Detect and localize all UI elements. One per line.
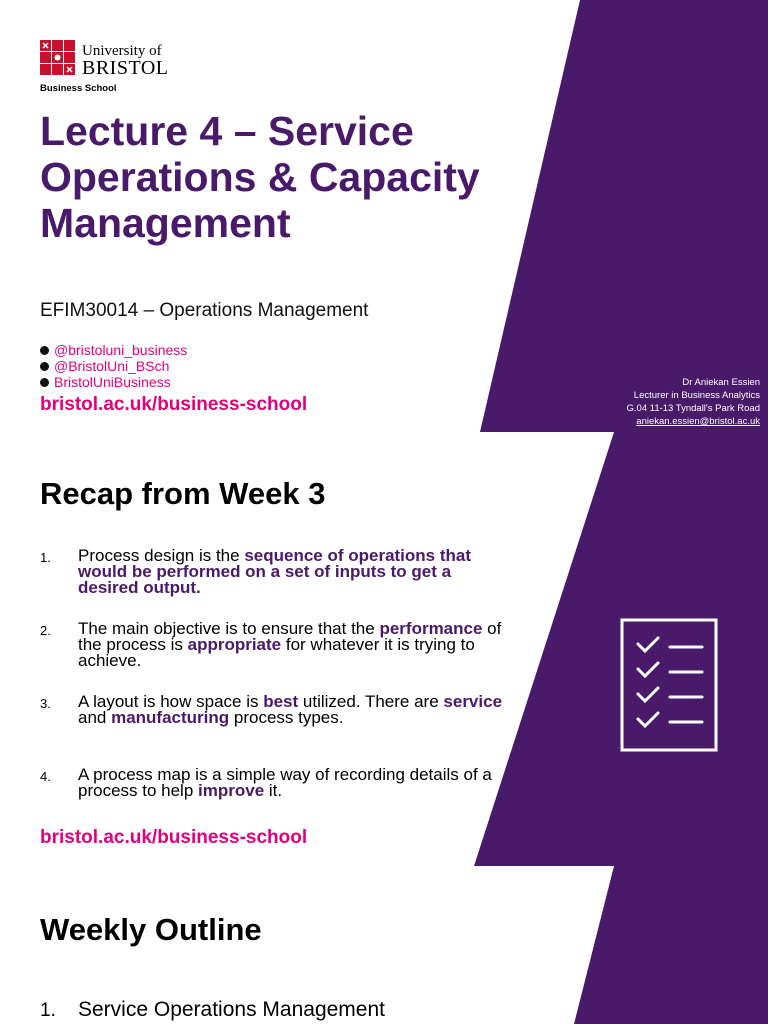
contact-role: Lecturer in Business Analytics xyxy=(633,390,760,401)
contact-office: G.04 11-13 Tyndall's Park Road xyxy=(626,403,760,414)
social-instagram[interactable] xyxy=(40,342,187,358)
website-link[interactable]: bristol.ac.uk/business-school xyxy=(40,394,308,415)
list-text xyxy=(78,621,508,669)
emphasis-text: manufacturing xyxy=(111,708,230,727)
body-text: utilized. There are xyxy=(298,692,444,711)
emphasis-text: sequence of operations that would be performed on a set of inputs to get a desired output. xyxy=(78,546,472,597)
body-text: of the process is xyxy=(78,619,502,654)
list-number: 2. xyxy=(40,623,51,638)
course-subtitle: EFIM30014 – Operations Management xyxy=(40,300,369,321)
emphasis-text: service xyxy=(443,692,503,711)
facebook-icon xyxy=(40,378,49,387)
checklist-icon xyxy=(620,618,718,752)
body-text: process types. xyxy=(229,708,344,727)
list-text xyxy=(78,548,508,596)
recap-heading: Recap from Week 3 xyxy=(40,476,326,511)
list-number: 4. xyxy=(40,769,51,784)
logo-line2: BRISTOL xyxy=(82,57,169,79)
list-text xyxy=(78,694,508,726)
website-link-2[interactable]: bristol.ac.uk/business-school xyxy=(40,827,308,848)
lecture-title: Lecture 4 – Service Operations & Capacity Management xyxy=(40,108,480,246)
twitter-icon xyxy=(40,362,49,371)
body-text: The main objective is to ensure that the xyxy=(78,619,380,638)
contact-name: Dr Aniekan Essien xyxy=(682,377,760,388)
body-text: it. xyxy=(264,781,283,800)
emphasis-text: performance xyxy=(379,619,483,638)
body-text: Process design is the xyxy=(78,546,245,565)
crest-icon xyxy=(40,40,76,76)
social-instagram-text: @bristoluni_business xyxy=(54,342,188,358)
social-facebook-text: BristolUniBusiness xyxy=(54,374,171,390)
list-number: 1. xyxy=(40,550,51,565)
contact-block xyxy=(627,376,760,428)
outline-number: 1. xyxy=(40,1000,56,1021)
list-text xyxy=(78,767,508,799)
social-twitter-text: @BristolUni_BSch xyxy=(54,358,170,374)
logo-school: Business School xyxy=(40,83,117,94)
instagram-icon xyxy=(40,346,49,355)
body-text: A process map is a simple way of recording details of a process to help xyxy=(78,765,492,800)
logo-line1: University of xyxy=(82,43,162,59)
social-twitter[interactable] xyxy=(40,358,169,374)
outline-heading: Weekly Outline xyxy=(40,912,262,947)
emphasis-text: improve xyxy=(198,781,265,800)
emphasis-text: best xyxy=(263,692,299,711)
university-logo xyxy=(40,40,190,96)
list-number: 3. xyxy=(40,696,51,711)
contact-email[interactable]: aniekan.essien@bristol.ac.uk xyxy=(636,416,760,427)
social-facebook[interactable] xyxy=(40,374,171,390)
body-text: for whatever it is trying to achieve. xyxy=(78,635,475,670)
emphasis-text: appropriate xyxy=(187,635,282,654)
outline-item xyxy=(40,998,385,1022)
body-text: A layout is how space is xyxy=(78,692,264,711)
outline-text: Service Operations Management xyxy=(78,998,385,1021)
body-text: and xyxy=(78,708,112,727)
